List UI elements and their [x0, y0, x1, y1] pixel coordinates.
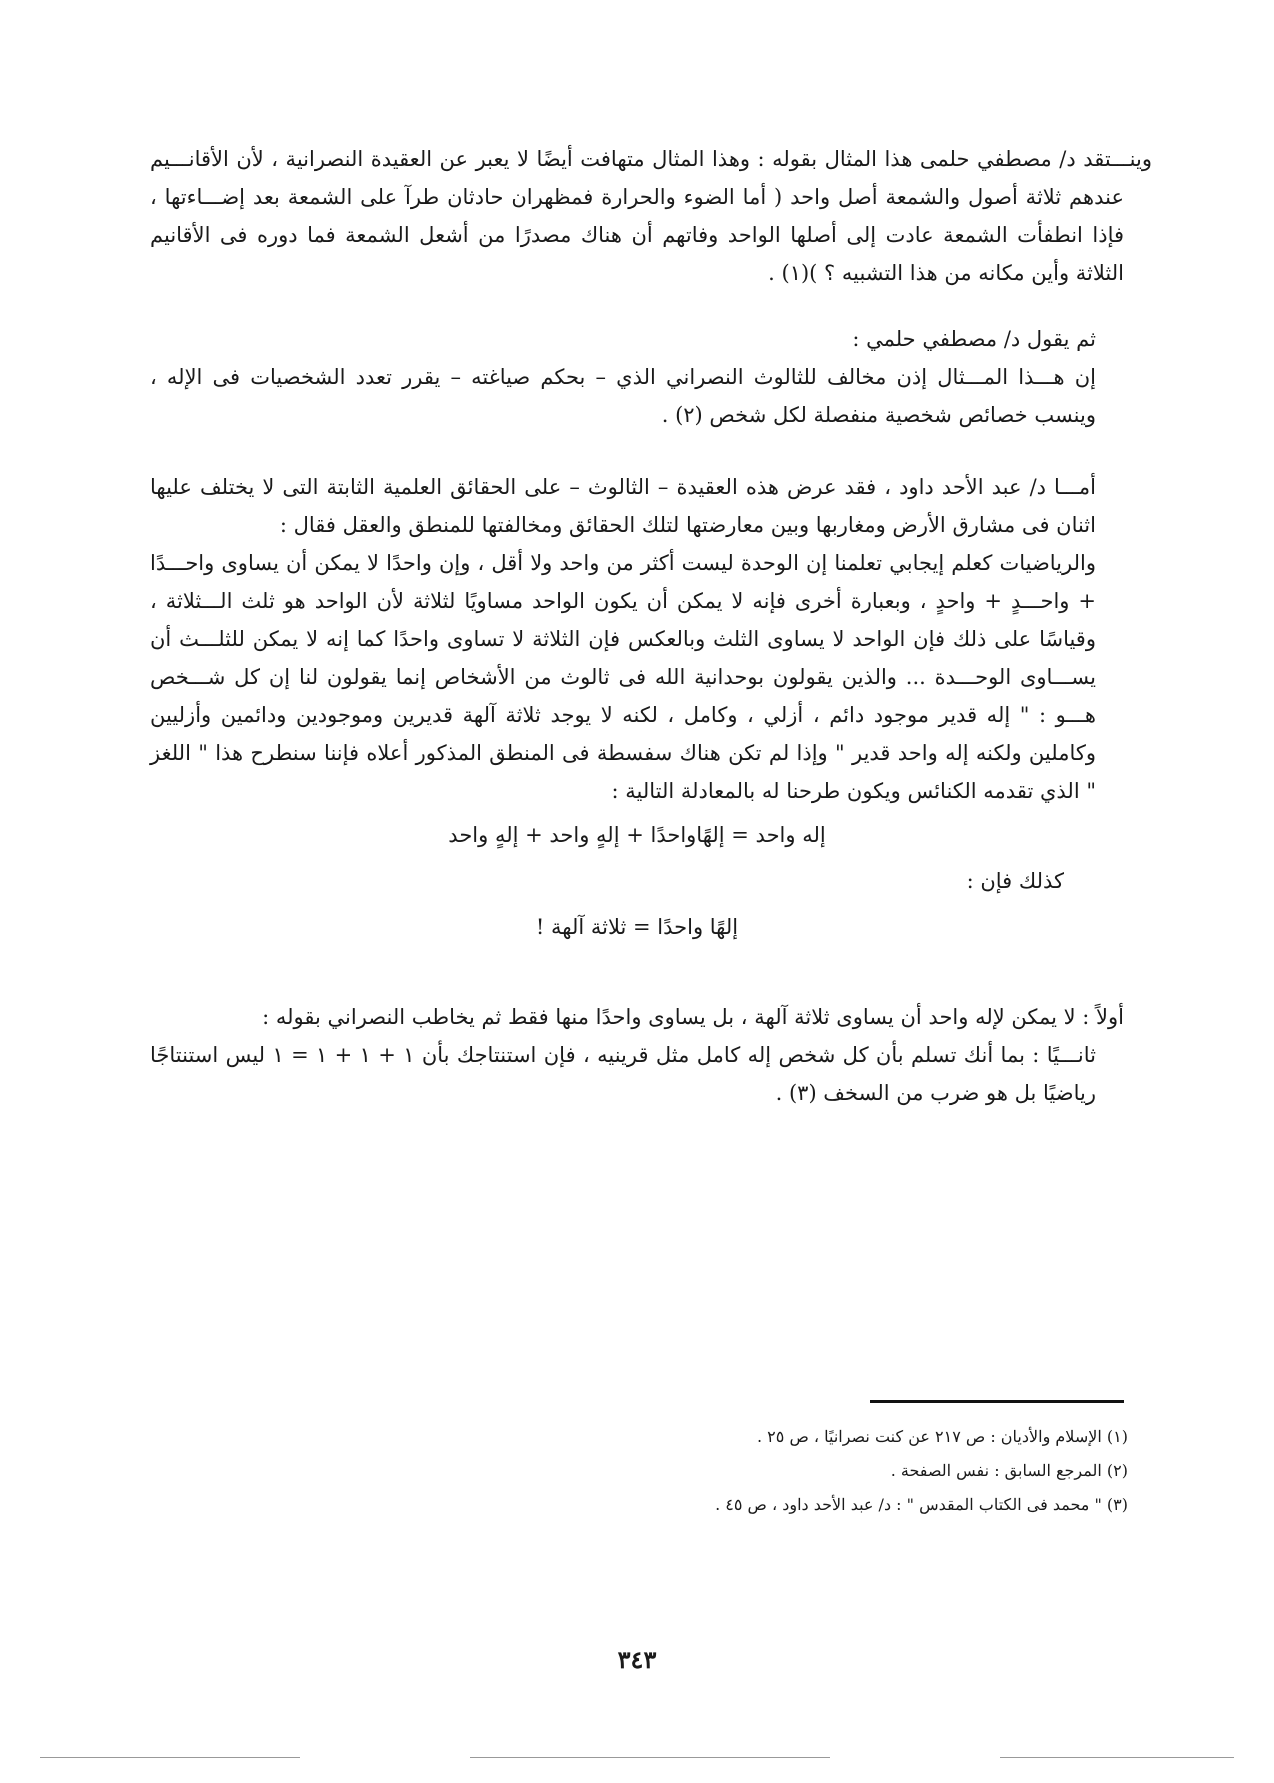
footnote-2: (٢) المرجع السابق : نفس الصفحة . — [890, 1461, 1128, 1480]
footnote-1: (١) الإسلام والأديان : ص ٢١٧ عن كنت نصرانيًا ، ص ٢٥ . — [757, 1427, 1128, 1446]
footnote-separator — [870, 1400, 1124, 1403]
footnote-3: (٣) " محمد فى الكتاب المقدس " : د/ عبد الأحد داود ، ص ٤٥ . — [715, 1495, 1128, 1514]
equation-2: إلهًا واحدًا = ثلاثة آلهة ! — [535, 915, 739, 939]
paragraph-1: وينـــتقد د/ مصطفي حلمى هذا المثال بقوله : وهذا المثال متهافت أيضًا لا يعبر عن العقيدة النصرانية ، لأن الأقانـــيم عندهم ثلاثة أصول والشمعة أصل واحد ( أما الضوء والحرارة فمظهران حادثان طرآ على الشمعة بعد إضـــاءتها ، فإذا انطفأت الشمعة عادت إلى أصلها الواحد وفاتهم أن هناك مصدرًا من أشعل الشمعة فما دوره فى الأقانيم الثلاثة وأين مكانه من هذا التشبيه ؟ )(١) . — [150, 147, 1152, 285]
bottom-divider-right — [1000, 1757, 1234, 1758]
footnotes — [560, 1420, 1128, 1522]
equation-1: إله واحد = إلهًاواحدًا + إلهٍ واحد + إلهٍ واحد — [448, 823, 826, 847]
main-text — [150, 140, 1152, 1112]
bottom-divider-left — [40, 1757, 300, 1758]
paragraph-4: أمـــا د/ عبد الأحد داود ، فقد عرض هذه العقيدة – الثالوث – على الحقائق العلمية الثابتة التى لا يختلف عليها اثنان فى مشارق الأرض ومغاربها وبين معارضتها لتلك الحقائق ومخالفتها للمنطق والعقل فقال : — [150, 475, 1096, 537]
page-number: ٣٤٣ — [617, 1645, 657, 1674]
paragraph-6: كذلك فإن : — [966, 869, 1064, 893]
paragraph-2: ثم يقول د/ مصطفي حلمي : — [852, 327, 1096, 351]
paragraph-3: إن هـــذا المـــثال إذن مخالف للثالوث النصراني الذي – بحكم صياغته – يقرر تعدد الشخصيات فى الإله ، وينسب خصائص شخصية منفصلة لكل شخص (٢) . — [150, 365, 1096, 427]
bottom-divider-middle — [470, 1757, 830, 1758]
paragraph-7: أولاً : لا يمكن لإله واحد أن يساوى ثلاثة آلهة ، بل يساوى واحدًا منها فقط ثم يخاطب النصراني بقوله : — [262, 1005, 1124, 1029]
paragraph-8: ثانـــيًا : بما أنك تسلم بأن كل شخص إله كامل مثل قرينيه ، فإن استنتاجك بأن ١ + ١ + ١ = ١ ليس استنتاجًا رياضيًا بل هو ضرب من السخف (٣) . — [150, 1043, 1096, 1105]
paragraph-5: والرياضيات كعلم إيجابي تعلمنا إن الوحدة ليست أكثر من واحد ولا أقل ، وإن واحدًا لا يمكن أن يساوى واحـــدًا + واحـــدٍ + واحدٍ ، وبعبارة أخرى فإنه لا يمكن أن يكون الواحد مساويًا لثلاثة لأن الواحد هو ثلث الـــثلاثة ، وقياسًا على ذلك فإن الواحد لا يساوى الثلث وبالعكس فإن الثلاثة لا تساوى واحدًا كما إنه لا يمكن للثلـــث أن يســـاوى الوحـــدة ... والذين يقولون بوحدانية الله فى ثالوث من الأشخاص إنما يقولون لنا إن كل شـــخص هـــو : " إله قدير موجود دائم ، أزلي ، وكامل ، لكنه لا يوجد ثلاثة آلهة قديرين وموجودين ودائمين وأزليين وكاملين ولكنه إله واحد قدير " وإذا لم تكن هناك سفسطة فى المنطق المذكور أعلاه فإننا سنطرح هذا " اللغز " الذي تقدمه الكنائس ويكون طرحنا له بالمعادلة التالية : — [150, 551, 1096, 803]
